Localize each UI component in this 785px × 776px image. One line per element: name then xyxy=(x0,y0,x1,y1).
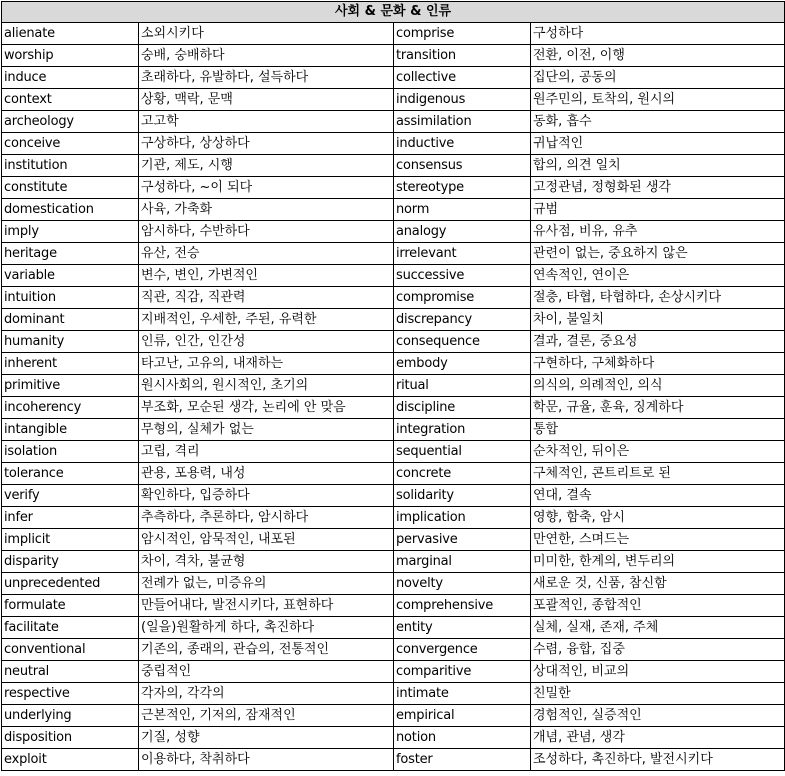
english-word-left: facilitate xyxy=(2,617,139,639)
korean-meaning-right: 경험적인, 실증적인 xyxy=(531,705,785,727)
table-row xyxy=(2,617,785,639)
korean-meaning-left: 기관, 제도, 시행 xyxy=(139,155,394,177)
english-word-left: primitive xyxy=(2,375,139,397)
korean-meaning-right: 학문, 규율, 훈육, 징계하다 xyxy=(531,397,785,419)
table-row xyxy=(2,199,785,221)
korean-meaning-left: 상황, 맥락, 문맥 xyxy=(139,89,394,111)
table-row xyxy=(2,397,785,419)
english-word-right: discrepancy xyxy=(394,309,531,331)
english-word-left: conceive xyxy=(2,133,139,155)
table-row xyxy=(2,89,785,111)
english-word-left: disposition xyxy=(2,727,139,749)
table-row xyxy=(2,573,785,595)
korean-meaning-left: 고고학 xyxy=(139,111,394,133)
korean-meaning-left: 지배적인, 우세한, 주된, 유력한 xyxy=(139,309,394,331)
english-word-left: disparity xyxy=(2,551,139,573)
korean-meaning-right: 연속적인, 연이은 xyxy=(531,265,785,287)
korean-meaning-right: 실체, 실재, 존재, 주체 xyxy=(531,617,785,639)
english-word-left: formulate xyxy=(2,595,139,617)
english-word-right: transition xyxy=(394,45,531,67)
english-word-right: stereotype xyxy=(394,177,531,199)
korean-meaning-left: 암시하다, 수반하다 xyxy=(139,221,394,243)
korean-meaning-right: 새로운 것, 신품, 참신함 xyxy=(531,573,785,595)
table-row xyxy=(2,727,785,749)
english-word-right: assimilation xyxy=(394,111,531,133)
korean-meaning-right: 전환, 이전, 이행 xyxy=(531,45,785,67)
english-word-left: imply xyxy=(2,221,139,243)
korean-meaning-right: 조성하다, 촉진하다, 발전시키다 xyxy=(531,749,785,771)
english-word-right: consequence xyxy=(394,331,531,353)
table-row xyxy=(2,221,785,243)
english-word-right: foster xyxy=(394,749,531,771)
korean-meaning-right: 구성하다 xyxy=(531,23,785,45)
english-word-left: isolation xyxy=(2,441,139,463)
english-word-right: embody xyxy=(394,353,531,375)
table-row xyxy=(2,23,785,45)
korean-meaning-left: 근본적인, 기저의, 잠재적인 xyxy=(139,705,394,727)
vocabulary-table xyxy=(1,1,785,771)
english-word-left: constitute xyxy=(2,177,139,199)
korean-meaning-right: 구현하다, 구체화하다 xyxy=(531,353,785,375)
english-word-right: pervasive xyxy=(394,529,531,551)
english-word-left: humanity xyxy=(2,331,139,353)
korean-meaning-right: 개념, 관념, 생각 xyxy=(531,727,785,749)
title-row xyxy=(2,2,785,23)
english-word-left: intangible xyxy=(2,419,139,441)
english-word-right: notion xyxy=(394,727,531,749)
korean-meaning-left: 구성하다, ~이 되다 xyxy=(139,177,394,199)
korean-meaning-right: 고정관념, 정형화된 생각 xyxy=(531,177,785,199)
table-row xyxy=(2,353,785,375)
table-row xyxy=(2,111,785,133)
english-word-right: integration xyxy=(394,419,531,441)
table-row xyxy=(2,67,785,89)
english-word-right: comprehensive xyxy=(394,595,531,617)
table-row xyxy=(2,177,785,199)
english-word-right: indigenous xyxy=(394,89,531,111)
english-word-right: intimate xyxy=(394,683,531,705)
korean-meaning-left: 타고난, 고유의, 내재하는 xyxy=(139,353,394,375)
table-row xyxy=(2,661,785,683)
english-word-right: inductive xyxy=(394,133,531,155)
english-word-left: conventional xyxy=(2,639,139,661)
table-row xyxy=(2,419,785,441)
table-row xyxy=(2,309,785,331)
table-row xyxy=(2,45,785,67)
english-word-right: norm xyxy=(394,199,531,221)
english-word-left: exploit xyxy=(2,749,139,771)
table-row xyxy=(2,441,785,463)
english-word-right: consensus xyxy=(394,155,531,177)
english-word-left: tolerance xyxy=(2,463,139,485)
english-word-left: variable xyxy=(2,265,139,287)
korean-meaning-right: 통합 xyxy=(531,419,785,441)
english-word-left: heritage xyxy=(2,243,139,265)
english-word-left: unprecedented xyxy=(2,573,139,595)
korean-meaning-right: 관련이 없는, 중요하지 않은 xyxy=(531,243,785,265)
english-word-left: induce xyxy=(2,67,139,89)
korean-meaning-right: 귀납적인 xyxy=(531,133,785,155)
english-word-left: incoherency xyxy=(2,397,139,419)
english-word-right: irrelevant xyxy=(394,243,531,265)
english-word-right: analogy xyxy=(394,221,531,243)
korean-meaning-right: 만연한, 스며드는 xyxy=(531,529,785,551)
korean-meaning-right: 원주민의, 토착의, 원시의 xyxy=(531,89,785,111)
english-word-right: concrete xyxy=(394,463,531,485)
english-word-right: discipline xyxy=(394,397,531,419)
english-word-right: marginal xyxy=(394,551,531,573)
table-row xyxy=(2,375,785,397)
table-row xyxy=(2,683,785,705)
english-word-left: infer xyxy=(2,507,139,529)
korean-meaning-left: 무형의, 실체가 없는 xyxy=(139,419,394,441)
english-word-left: institution xyxy=(2,155,139,177)
table-row xyxy=(2,463,785,485)
table-row xyxy=(2,485,785,507)
korean-meaning-right: 집단의, 공동의 xyxy=(531,67,785,89)
table-row xyxy=(2,639,785,661)
vocabulary-body xyxy=(2,23,785,771)
table-row xyxy=(2,331,785,353)
english-word-left: worship xyxy=(2,45,139,67)
table-row xyxy=(2,507,785,529)
english-word-right: convergence xyxy=(394,639,531,661)
english-word-left: implicit xyxy=(2,529,139,551)
english-word-right: compromise xyxy=(394,287,531,309)
english-word-right: entity xyxy=(394,617,531,639)
korean-meaning-left: 소외시키다 xyxy=(139,23,394,45)
table-row xyxy=(2,243,785,265)
korean-meaning-left: 변수, 변인, 가변적인 xyxy=(139,265,394,287)
korean-meaning-right: 연대, 결속 xyxy=(531,485,785,507)
english-word-left: verify xyxy=(2,485,139,507)
english-word-right: comparitive xyxy=(394,661,531,683)
korean-meaning-left: 원시사회의, 원시적인, 초기의 xyxy=(139,375,394,397)
english-word-right: implication xyxy=(394,507,531,529)
korean-meaning-left: 이용하다, 착취하다 xyxy=(139,749,394,771)
korean-meaning-right: 순차적인, 뒤이은 xyxy=(531,441,785,463)
korean-meaning-left: 추측하다, 추론하다, 암시하다 xyxy=(139,507,394,529)
table-row xyxy=(2,287,785,309)
korean-meaning-right: 차이, 불일치 xyxy=(531,309,785,331)
korean-meaning-right: 합의, 의견 일치 xyxy=(531,155,785,177)
table-title: 사회 & 문화 & 인류 xyxy=(2,2,785,23)
korean-meaning-left: 암시적인, 암묵적인, 내포된 xyxy=(139,529,394,551)
english-word-left: intuition xyxy=(2,287,139,309)
korean-meaning-left: 확인하다, 입증하다 xyxy=(139,485,394,507)
korean-meaning-right: 상대적인, 비교의 xyxy=(531,661,785,683)
english-word-right: novelty xyxy=(394,573,531,595)
korean-meaning-left: 부조화, 모순된 생각, 논리에 안 맞음 xyxy=(139,397,394,419)
korean-meaning-left: 만들어내다, 발전시키다, 표현하다 xyxy=(139,595,394,617)
english-word-right: comprise xyxy=(394,23,531,45)
korean-meaning-right: 의식의, 의례적인, 의식 xyxy=(531,375,785,397)
korean-meaning-right: 친밀한 xyxy=(531,683,785,705)
korean-meaning-left: 고립, 격리 xyxy=(139,441,394,463)
english-word-right: collective xyxy=(394,67,531,89)
english-word-left: neutral xyxy=(2,661,139,683)
english-word-left: alienate xyxy=(2,23,139,45)
table-row xyxy=(2,529,785,551)
korean-meaning-right: 포괄적인, 종합적인 xyxy=(531,595,785,617)
korean-meaning-right: 수렴, 융합, 집중 xyxy=(531,639,785,661)
english-word-right: successive xyxy=(394,265,531,287)
korean-meaning-right: 유사점, 비유, 유추 xyxy=(531,221,785,243)
korean-meaning-right: 결과, 결론, 중요성 xyxy=(531,331,785,353)
english-word-left: context xyxy=(2,89,139,111)
korean-meaning-left: 초래하다, 유발하다, 설득하다 xyxy=(139,67,394,89)
english-word-right: empirical xyxy=(394,705,531,727)
korean-meaning-left: 직관, 직감, 직관력 xyxy=(139,287,394,309)
korean-meaning-right: 동화, 흡수 xyxy=(531,111,785,133)
korean-meaning-left: 각자의, 각각의 xyxy=(139,683,394,705)
korean-meaning-left: 기존의, 종래의, 관습의, 전통적인 xyxy=(139,639,394,661)
table-row xyxy=(2,155,785,177)
english-word-right: solidarity xyxy=(394,485,531,507)
korean-meaning-left: 유산, 전승 xyxy=(139,243,394,265)
korean-meaning-left: (일을)원활하게 하다, 촉진하다 xyxy=(139,617,394,639)
korean-meaning-left: 숭배, 숭배하다 xyxy=(139,45,394,67)
table-row xyxy=(2,749,785,771)
english-word-left: underlying xyxy=(2,705,139,727)
korean-meaning-right: 구체적인, 콘트리트로 된 xyxy=(531,463,785,485)
korean-meaning-right: 영향, 함축, 암시 xyxy=(531,507,785,529)
table-row xyxy=(2,595,785,617)
table-row xyxy=(2,705,785,727)
table-row xyxy=(2,551,785,573)
table-row xyxy=(2,133,785,155)
english-word-left: inherent xyxy=(2,353,139,375)
english-word-left: dominant xyxy=(2,309,139,331)
english-word-right: sequential xyxy=(394,441,531,463)
korean-meaning-left: 관용, 포용력, 내성 xyxy=(139,463,394,485)
table-row xyxy=(2,265,785,287)
korean-meaning-right: 절충, 타협, 타협하다, 손상시키다 xyxy=(531,287,785,309)
korean-meaning-left: 구상하다, 상상하다 xyxy=(139,133,394,155)
korean-meaning-left: 전례가 없는, 미증유의 xyxy=(139,573,394,595)
english-word-right: ritual xyxy=(394,375,531,397)
korean-meaning-left: 중립적인 xyxy=(139,661,394,683)
korean-meaning-left: 사육, 가축화 xyxy=(139,199,394,221)
english-word-left: respective xyxy=(2,683,139,705)
korean-meaning-left: 차이, 격차, 불균형 xyxy=(139,551,394,573)
english-word-left: archeology xyxy=(2,111,139,133)
korean-meaning-right: 규범 xyxy=(531,199,785,221)
english-word-left: domestication xyxy=(2,199,139,221)
korean-meaning-left: 인류, 인간, 인간성 xyxy=(139,331,394,353)
korean-meaning-left: 기질, 성향 xyxy=(139,727,394,749)
korean-meaning-right: 미미한, 한계의, 변두리의 xyxy=(531,551,785,573)
